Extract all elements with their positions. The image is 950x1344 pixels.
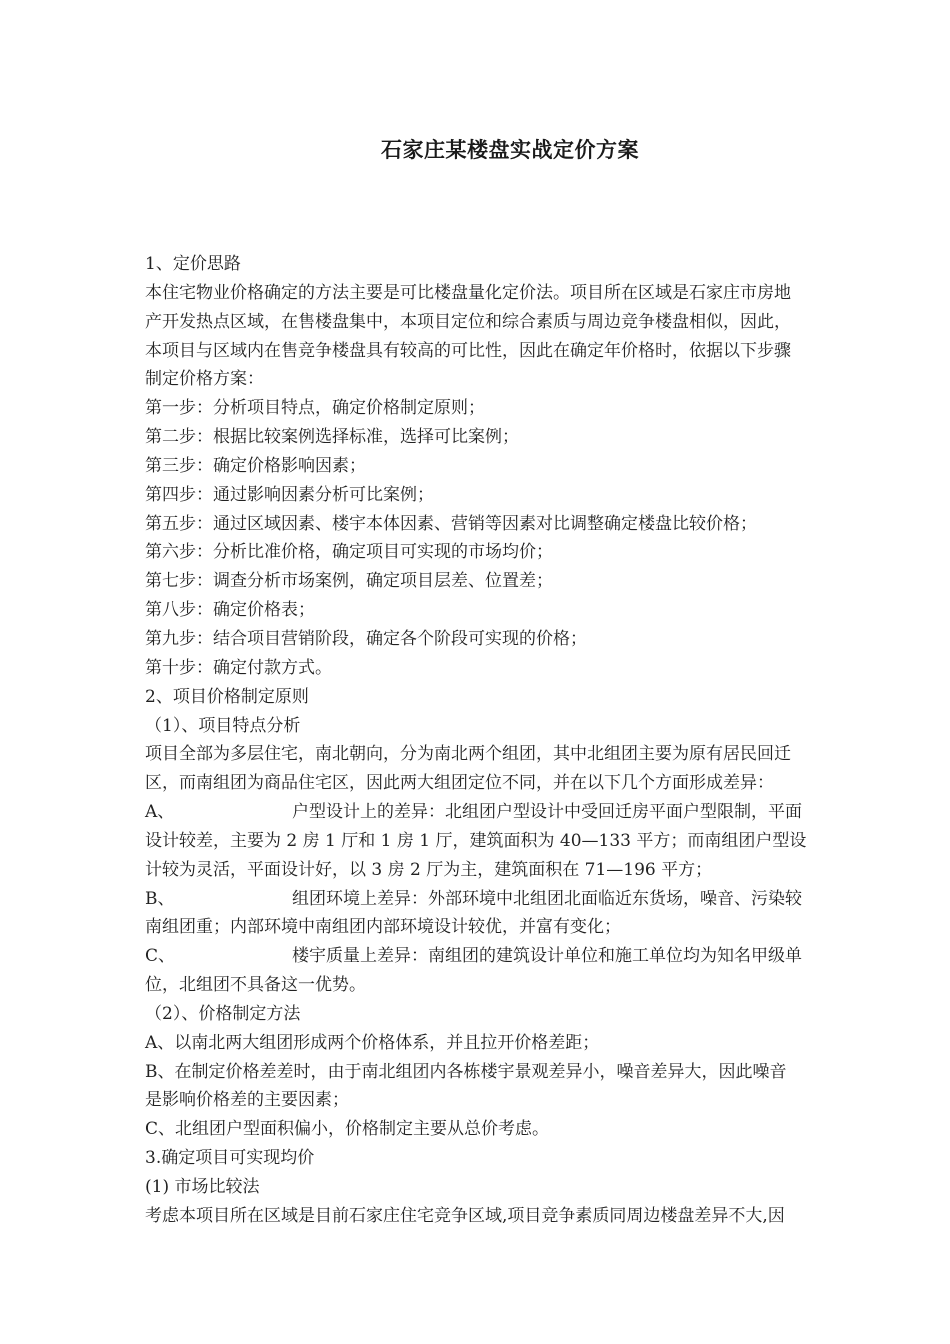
subsection-heading: （1）、项目特点分析 xyxy=(145,715,301,736)
paragraph-line: 考虑本项目所在区域是目前石家庄住宅竞争区域,项目竞争素质同周边楼盘差异不大,因 xyxy=(145,1205,785,1226)
step-item: 第八步：确定价格表； xyxy=(145,600,315,621)
step-item: 第七步：调查分析市场案例，确定项目层差、位置差； xyxy=(145,571,553,592)
step-item: 第五步：通过区域因素、楼宇本体因素、营销等因素对比调整确定楼盘比较价格； xyxy=(145,513,757,534)
step-item: 第十步：确定付款方式。 xyxy=(145,657,332,678)
paragraph-line: 位，北组团不具备这一优势。 xyxy=(145,975,366,996)
list-item-a: A、 户型设计上的差异：北组团户型设计中受回迁房平面户型限制，平面 xyxy=(145,798,875,827)
paragraph-line: A、以南北两大组团形成两个价格体系，并且拉开价格差距； xyxy=(145,1032,600,1053)
step-item: 第六步：分析比准价格，确定项目可实现的市场均价； xyxy=(145,542,553,563)
paragraph-line: C、北组团户型面积偏小，价格制定主要从总价考虑。 xyxy=(145,1119,550,1140)
list-item-c: C、 楼宇质量上差异：南组团的建筑设计单位和施工单位均为知名甲级单 xyxy=(145,942,875,971)
paragraph-line: 计较为灵活，平面设计好，以 3 房 2 厅为主，建筑面积在 71—196 平方； xyxy=(145,859,713,880)
paragraph-line: 区，而南组团为商品住宅区，因此两大组团定位不同，并在以下几个方面形成差异： xyxy=(145,773,774,794)
section-heading: 3.确定项目可实现均价 xyxy=(145,1148,315,1169)
step-item: 第三步：确定价格影响因素； xyxy=(145,455,366,476)
paragraph-line: 制定价格方案： xyxy=(145,369,264,390)
paragraph-line: 是影响价格差的主要因素； xyxy=(145,1090,349,1111)
step-item: 第九步：结合项目营销阶段，确定各个阶段可实现的价格； xyxy=(145,628,587,649)
paragraph-line: B、在制定价格差差时，由于南北组团内各栋楼宇景观差异小，噪音差异大，因此噪音 xyxy=(145,1061,787,1082)
step-item: 第四步：通过影响因素分析可比案例； xyxy=(145,484,434,505)
paragraph-line: 本项目与区域内在售竞争楼盘具有较高的可比性，因此在确定年价格时，依据以下步骤 xyxy=(145,340,791,361)
step-item: 第二步：根据比较案例选择标准，选择可比案例； xyxy=(145,427,519,448)
paragraph-line: 产开发热点区域，在售楼盘集中，本项目定位和综合素质与周边竞争楼盘相似，因此， xyxy=(145,311,791,332)
section-heading: 2、项目价格制定原则 xyxy=(145,686,309,707)
section-heading: 1、定价思路 xyxy=(145,254,241,274)
subsection-heading: (1) 市场比较法 xyxy=(145,1177,260,1197)
paragraph-line: 南组团重；内部环境中南组团内部环境设计较优，并富有变化； xyxy=(145,917,621,938)
list-label: A、 xyxy=(145,802,175,823)
paragraph-line: 项目全部为多层住宅，南北朝向，分为南北两个组团，其中北组团主要为原有居民回迁 xyxy=(145,744,791,765)
list-label: B、 xyxy=(145,888,175,909)
document-body xyxy=(145,250,875,1231)
page-title: 石家庄某楼盘实战定价方案 xyxy=(381,138,639,162)
list-item-b: B、 组团环境上差异：外部环境中北组团北面临近东货场，噪音、污染较 xyxy=(145,885,875,914)
paragraph-line: 本住宅物业价格确定的方法主要是可比楼盘量化定价法。项目所在区域是石家庄市房地 xyxy=(145,282,791,303)
subsection-heading: （2）、价格制定方法 xyxy=(145,1003,301,1024)
step-item: 第一步：分析项目特点，确定价格制定原则； xyxy=(145,398,485,419)
paragraph-line: 设计较差，主要为 2 房 1 厅和 1 房 1 厅，建筑面积为 40—133 平方；而南组团户型设 xyxy=(145,830,807,851)
list-label: C、 xyxy=(145,946,176,967)
